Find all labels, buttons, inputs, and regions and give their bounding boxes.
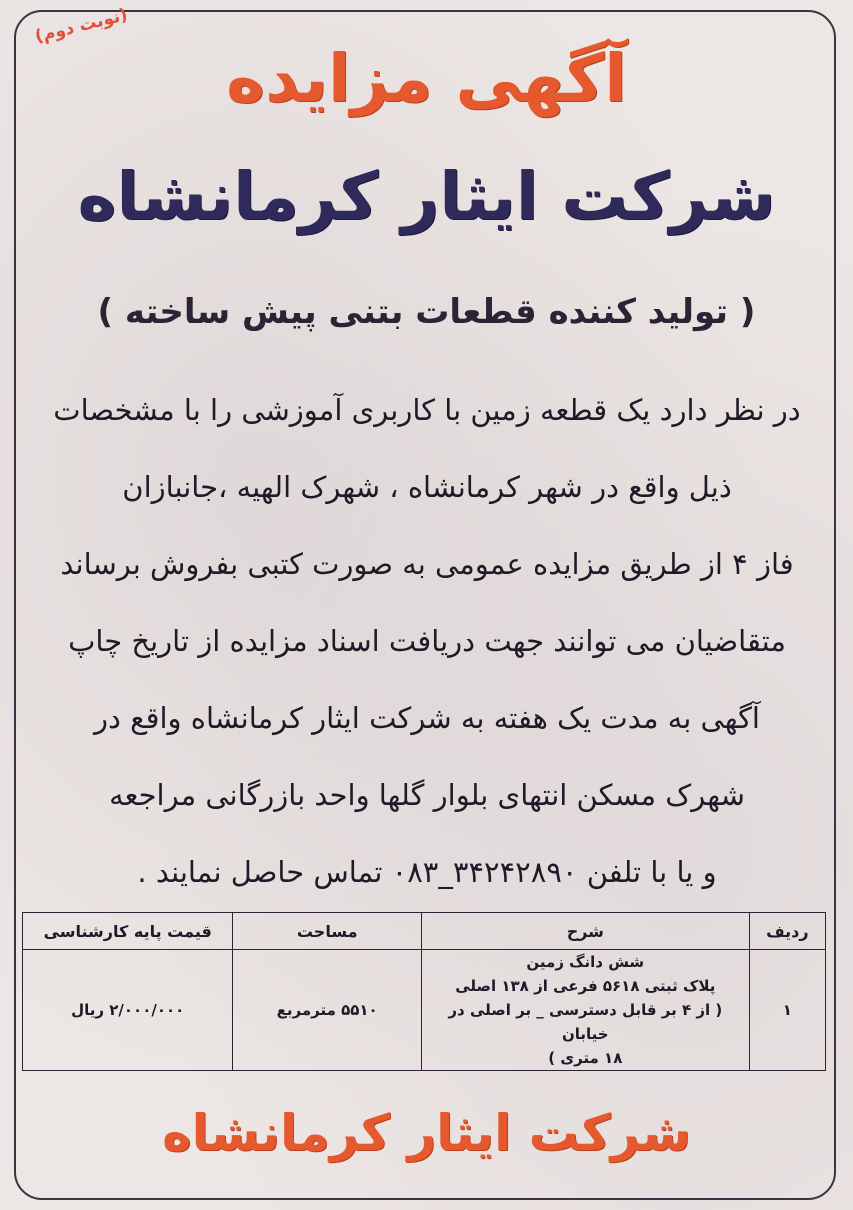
header-row-number: ردیف	[749, 913, 825, 950]
body-line: آگهی به مدت یک هفته به شرکت ایثار کرمانشاه واقع در	[94, 701, 760, 735]
desc-line: پلاک ثبتی ۵۶۱۸ فرعی از ۱۳۸ اصلی	[455, 977, 716, 995]
table-header-row	[23, 913, 826, 950]
edition-badge: (نوبت دوم)	[32, 4, 130, 48]
body-line: شهرک مسکن انتهای بلوار گلها واحد بازرگانی مراجعه	[109, 778, 745, 812]
auction-table	[22, 912, 826, 1071]
table-row	[23, 950, 826, 1071]
header-description: شرح	[421, 913, 749, 950]
header-price: قیمت پایه کارشناسی	[23, 913, 233, 950]
cell-price: ۲/۰۰۰/۰۰۰ ریال	[23, 950, 233, 1071]
body-line: متقاضیان می توانند جهت دریافت اسناد مزایده از تاریخ چاپ	[68, 624, 786, 658]
company-subtitle: ( تولید کننده قطعات بتنی پیش ساخته )	[97, 292, 756, 332]
body-line: در نظر دارد یک قطعه زمین با کاربری آموزشی را با مشخصات	[53, 393, 801, 427]
desc-line: ( از ۴ بر قابل دسترسی _ بر اصلی در خیابان	[448, 1001, 723, 1043]
company-name: شرکت ایثار کرمانشاه	[77, 158, 776, 235]
ad-title: آگهی مزایده	[226, 40, 627, 117]
body-line: فاز ۴ از طریق مزایده عمومی به صورت کتبی بفروش برساند	[60, 547, 794, 581]
cell-description	[421, 950, 749, 1071]
header-area: مساحت	[233, 913, 422, 950]
desc-line: ۱۸ متری )	[548, 1049, 623, 1067]
footer-company-name: شرکت ایثار کرمانشاه	[162, 1104, 691, 1162]
cell-area: ۵۵۱۰ مترمربع	[233, 950, 422, 1071]
ad-body	[22, 372, 832, 911]
body-line: و یا با تلفن ۳۴۲۴۲۸۹۰_۰۸۳ تماس حاصل نمایند .	[137, 855, 717, 889]
cell-row-number: ۱	[749, 950, 825, 1071]
desc-line: شش دانگ زمین	[526, 953, 645, 971]
body-line: ذیل واقع در شهر کرمانشاه ، شهرک الهیه ،جانبازان	[122, 470, 732, 504]
